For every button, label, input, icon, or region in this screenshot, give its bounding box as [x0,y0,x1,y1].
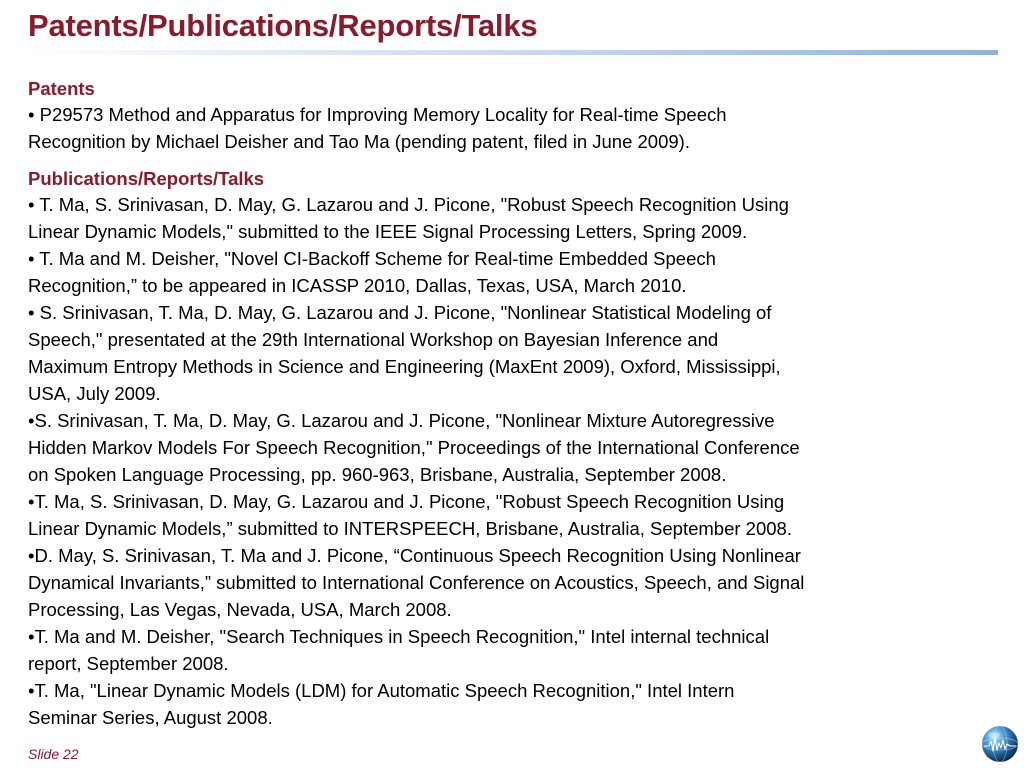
publication-entry-line: Hidden Markov Models For Speech Recognition," Proceedings of the International Conference [28,437,800,458]
patent-entry-line: • P29573 Method and Apparatus for Improving Memory Locality for Real-time Speech [28,104,727,125]
slide-number: Slide 22 [28,746,79,762]
publication-entry-line: Dynamical Invariants,” submitted to International Conference on Acoustics, Speech, and Signal [28,572,805,593]
slide-title: Patents/Publications/Reports/Talks [28,8,538,43]
patent-entry [28,101,993,155]
globe-icon [980,724,1020,764]
publication-entry-line: •T. Ma, "Linear Dynamic Models (LDM) for Automatic Speech Recognition," Intel Intern [28,680,735,701]
publication-entry [28,542,993,623]
publication-entry-line: •D. May, S. Srinivasan, T. Ma and J. Picone, “Continuous Speech Recognition Using Nonlinear [28,545,801,566]
publication-entry [28,407,993,488]
publication-entry-line: on Spoken Language Processing, pp. 960-963, Brisbane, Australia, September 2008. [28,464,727,485]
publication-entry [28,245,993,299]
publication-entry-line: Maximum Entropy Methods in Science and Engineering (MaxEnt 2009), Oxford, Mississippi, [28,356,781,377]
publication-entry-line: • T. Ma and M. Deisher, "Novel CI-Backoff Scheme for Real-time Embedded Speech [28,248,716,269]
publication-entry-line: • S. Srinivasan, T. Ma, D. May, G. Lazarou and J. Picone, "Nonlinear Statistical Modeling of [28,302,772,323]
publication-entry [28,299,993,407]
publication-entry-line: Seminar Series, August 2008. [28,707,273,728]
publications-list [28,191,993,731]
publication-entry-line: report, September 2008. [28,653,229,674]
publication-entry-line: • T. Ma, S. Srinivasan, D. May, G. Lazarou and J. Picone, "Robust Speech Recognition Using [28,194,789,215]
publication-entry-line: •T. Ma, S. Srinivasan, D. May, G. Lazarou and J. Picone, "Robust Speech Recognition Using [28,491,785,512]
publication-entry-line: Linear Dynamic Models," submitted to the IEEE Signal Processing Letters, Spring 2009. [28,221,748,242]
publication-entry [28,191,993,245]
publications-heading: Publications/Reports/Talks [28,168,265,189]
publication-entry-line: •S. Srinivasan, T. Ma, D. May, G. Lazarou and J. Picone, "Nonlinear Mixture Autoregressive [28,410,775,431]
publication-entry-line: Recognition,” to be appeared in ICASSP 2010, Dallas, Texas, USA, March 2010. [28,275,687,296]
publication-entry-line: •T. Ma and M. Deisher, "Search Techniques in Speech Recognition," Intel internal technical [28,626,770,647]
patent-entry-line: Recognition by Michael Deisher and Tao Ma (pending patent, filed in June 2009). [28,131,690,152]
patents-heading: Patents [28,78,95,99]
publication-entry-line: USA, July 2009. [28,383,161,404]
publication-entry [28,623,993,677]
publication-entry [28,677,993,731]
slide-content [28,76,993,731]
publication-entry-line: Processing, Las Vegas, Nevada, USA, March 2008. [28,599,452,620]
publication-entry-line: Speech," presentated at the 29th International Workshop on Bayesian Inference and [28,329,719,350]
section-gap [28,155,993,166]
publication-entry [28,488,993,542]
patents-list [28,101,993,155]
publication-entry-line: Linear Dynamic Models,” submitted to INTERSPEECH, Brisbane, Australia, September 2008. [28,518,792,539]
title-divider [28,50,998,55]
